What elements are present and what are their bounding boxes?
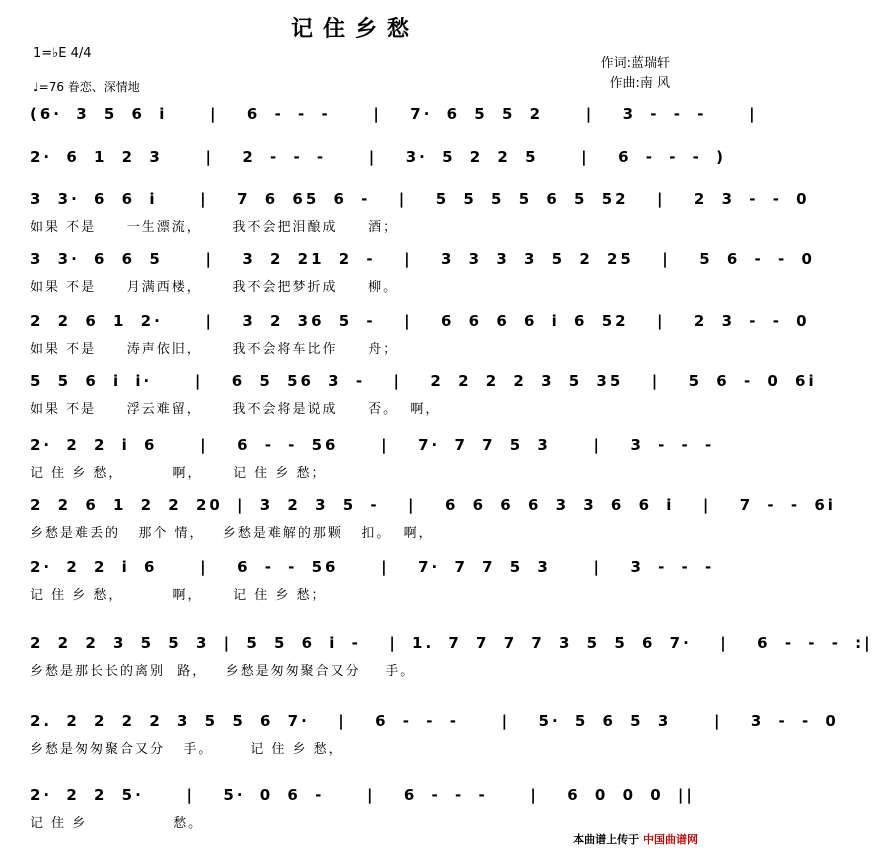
score-row [30, 105, 758, 149]
score-row [30, 712, 839, 757]
tempo-marking: ♩=76 眷恋、深情地 [33, 80, 140, 94]
site-footer [573, 831, 698, 847]
score-row [30, 250, 815, 295]
notes-line: 2. 2 2 2 2 3 5 5 6 7· | 6 - - - | 5· 5 6 5 3 | 3 - - 0 [30, 712, 839, 730]
notes-line: (6· 3 5 6 i | 6 - - - | 7· 6 5 5 2 | 3 - - - | [30, 105, 758, 123]
score-row [30, 372, 817, 417]
footer-prefix: 本曲谱上传于 [573, 833, 640, 846]
notes-line: 2· 2 2 5· | 5· 0 6 - | 6 - - - | 6 0 0 0 || [30, 786, 695, 804]
score-row [30, 786, 695, 831]
score-row [30, 190, 810, 235]
score-row [30, 148, 726, 192]
song-title: 记住乡愁 [290, 17, 419, 42]
notes-line: 2 2 6 1 2· | 3 2 36 5 - | 6 6 6 6 i 6 52 | 2 3 - - 0 [30, 312, 810, 330]
lyrics-line: 乡愁是难丢的 那个 情， 乡愁是难解的那颗 扣。 啊， [30, 526, 434, 541]
lyrics-line: 如果 不是 浮云难留， 我不会将是说成 否。 啊， [30, 402, 441, 417]
notes-line: 2 2 6 1 2 2 20 | 3 2 3 5 - | 6 6 6 6 3 3 6 6 i | 7 - - 6i [30, 496, 836, 514]
lyrics-line: 如果 不是 涛声依旧， 我不会将车比作 舟； [30, 342, 399, 357]
lyrics-line: 记 住 乡 愁， 啊， 记 住 乡 愁； [30, 466, 327, 481]
score-row [30, 634, 873, 679]
notes-line: 2· 2 2 i 6 | 6 - - 56 | 7· 7 7 5 3 | 3 - - - [30, 558, 715, 576]
lyrics-line: 记 住 乡 愁， 啊， 记 住 乡 愁； [30, 588, 327, 603]
notes-line: 3 3· 6 6 i | 7 6 65 6 - | 5 5 5 5 6 5 52 | 2 3 - - 0 [30, 190, 810, 208]
lyrics-line: 乡愁是那长长的离别 路， 乡愁是匆匆聚合又分 手。 [30, 664, 416, 679]
lyricist-credit: 作词:蓝瑞轩 [600, 56, 670, 71]
notes-line: 5 5 6 i i· | 6 5 56 3 - | 2 2 2 2 3 5 35 | 5 6 - 0 6i [30, 372, 817, 390]
lyrics-line: 如果 不是 一生漂流， 我不会把泪酿成 酒； [30, 220, 399, 235]
notes-line: 3 3· 6 6 5 | 3 2 21 2 - | 3 3 3 3 5 2 25 | 5 6 - - 0 [30, 250, 815, 268]
score-row [30, 558, 715, 603]
score-row [30, 436, 715, 481]
notes-line: 2 2 2 3 5 5 3 | 5 5 6 i - | 1. 7 7 7 7 3 5 5 6 7· | 6 - - - :| [30, 634, 873, 652]
score-row [30, 312, 810, 357]
footer-site: 中国曲谱网 [643, 833, 698, 846]
lyrics-line: 乡愁是匆匆聚合又分 手。 记 住 乡 愁， [30, 742, 344, 757]
composer-credit: 作曲:南 风 [609, 76, 670, 91]
notes-line: 2· 2 2 i 6 | 6 - - 56 | 7· 7 7 5 3 | 3 - - - [30, 436, 715, 454]
lyrics-line: 如果 不是 月满西楼， 我不会把梦折成 柳。 [30, 280, 399, 295]
key-signature: 1=♭E 4/4 [33, 46, 92, 61]
lyrics-line: 记 住 乡 愁。 [30, 816, 204, 831]
score-row [30, 496, 836, 541]
notes-line: 2· 6 1 2 3 | 2 - - - | 3· 5 2 2 5 | 6 - - - ) [30, 148, 726, 166]
